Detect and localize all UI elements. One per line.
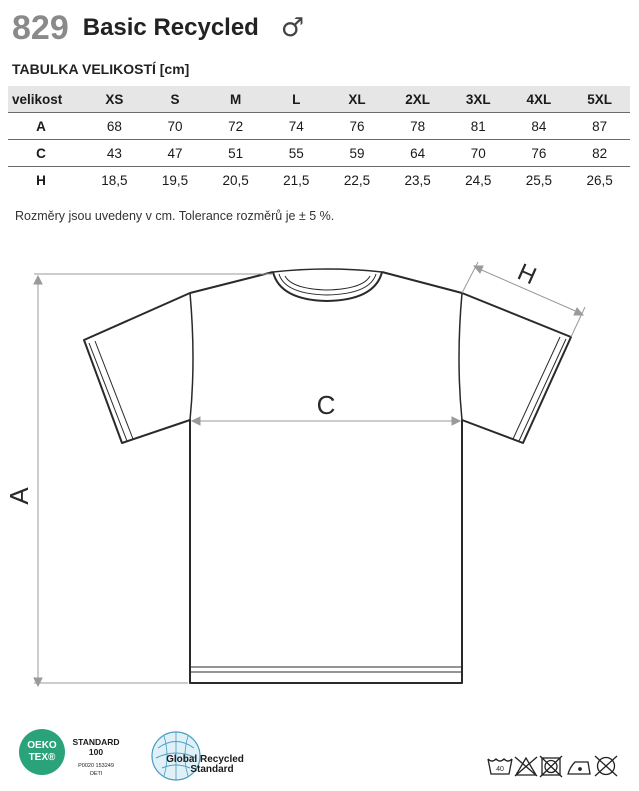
table-cell: 19,5 [145, 167, 206, 194]
no-dry-clean-icon [595, 756, 617, 776]
table-cell: 23,5 [387, 167, 448, 194]
table-cell: 81 [448, 113, 509, 140]
size-header-cell: XL [348, 91, 366, 107]
table-row [8, 113, 630, 140]
table-cell: 51 [205, 140, 266, 167]
tshirt-diagram [0, 240, 639, 700]
wash-40-icon [488, 759, 512, 774]
row-label: A [8, 113, 84, 140]
table-cell: 82 [569, 140, 630, 167]
table-cell: 25,5 [509, 167, 570, 194]
table-cell: 76 [509, 140, 570, 167]
table-cell: 72 [205, 113, 266, 140]
size-header-cell: 3XL [465, 91, 491, 107]
oeko-standard: STANDARD [72, 737, 120, 747]
iron-low-icon [568, 762, 590, 774]
oeko-logo-line2: TEX® [28, 752, 56, 763]
table-row [8, 140, 630, 167]
no-bleach-icon [515, 757, 537, 776]
table-cell: 87 [569, 113, 630, 140]
table-cell: 70 [448, 140, 509, 167]
table-cell: 68 [84, 113, 145, 140]
no-tumble-dry-icon [540, 756, 562, 777]
oeko-institute: OETI [89, 771, 103, 777]
table-cell: 76 [327, 113, 388, 140]
product-title: Basic Recycled [82, 14, 259, 41]
size-header-cell: L [292, 91, 301, 107]
row-label: H [8, 167, 84, 194]
oeko-number: 100 [88, 747, 104, 757]
footer [0, 725, 639, 786]
size-header-cell: 5XL [587, 91, 612, 107]
oeko-logo-line1: OEKO [27, 740, 57, 751]
table-row [8, 167, 630, 194]
tolerance-note: Rozměry jsou uvedeny v cm. Tolerance rozměrů je ± 5 %. [15, 209, 335, 223]
label-h: H [513, 258, 541, 291]
table-cell: 22,5 [327, 167, 388, 194]
table-cell: 84 [509, 113, 570, 140]
table-cell: 43 [84, 140, 145, 167]
table-cell: 59 [327, 140, 388, 167]
table-cell: 78 [387, 113, 448, 140]
wash-temp: 40 [496, 766, 504, 773]
grs-line1: Global Recycled [166, 754, 244, 765]
table-cell: 24,5 [448, 167, 509, 194]
care-symbols [488, 756, 617, 777]
tshirt-outline [84, 269, 571, 683]
certification-logos [0, 725, 639, 786]
size-column-header: velikost [12, 91, 63, 107]
row-label: C [8, 140, 84, 167]
grs-line2: Standard [190, 764, 234, 775]
label-c: C [316, 390, 336, 420]
male-icon: ♂ [280, 13, 305, 43]
dimension-a [34, 274, 272, 686]
label-a: A [4, 487, 34, 505]
oeko-tex-logo [19, 729, 120, 777]
size-header-cell: XS [105, 91, 124, 107]
table-cell: 20,5 [205, 167, 266, 194]
grs-logo [152, 732, 244, 780]
table-cell: 21,5 [266, 167, 327, 194]
table-cell: 26,5 [569, 167, 630, 194]
product-code: 829 [12, 8, 69, 47]
table-cell: 74 [266, 113, 327, 140]
size-table-header-row [8, 86, 630, 113]
size-table [8, 86, 630, 193]
size-header-cell: 4XL [526, 91, 552, 107]
oeko-code: P0020 153249 [78, 763, 114, 769]
table-cell: 70 [145, 113, 206, 140]
size-header-cell: M [230, 91, 242, 107]
product-header [12, 6, 304, 50]
size-table-title: TABULKA VELIKOSTÍ [cm] [12, 61, 190, 77]
size-header-cell: 2XL [405, 91, 430, 107]
table-cell: 64 [387, 140, 448, 167]
table-cell: 47 [145, 140, 206, 167]
size-header-cell: S [170, 91, 180, 107]
table-cell: 18,5 [84, 167, 145, 194]
table-cell: 55 [266, 140, 327, 167]
